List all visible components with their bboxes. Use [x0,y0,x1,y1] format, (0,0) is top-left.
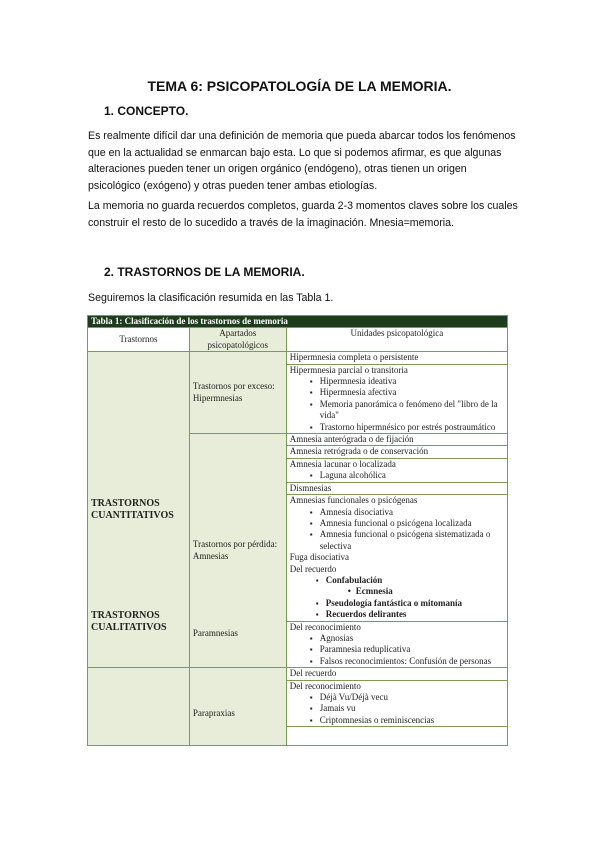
group-perdida: Trastornos por pérdida: Amnesias [189,434,286,668]
unit-hipermnesia-completa: Hipermnesia completa o persistente [286,352,507,364]
section-heading-concepto: 1. CONCEPTO. [104,104,189,118]
parapraxias-label: Parapraxias [192,707,235,718]
unit-label: Amnesia lacunar o localizada [289,458,396,469]
paragraph-memoria: La memoria no guarda recuerdos completos, guarda 2-3 momentos claves sobre los cuales construir el resto de lo sucedido a través de la imaginación. Mnesia=memoria. [88,200,518,229]
unit-amnesia-anterograda: Amnesia anterógrada o de fijación [286,434,507,446]
list-item: ▪ Laguna alcohólica [320,470,504,481]
list-item: ▪ Déjà Vu/Déjà vecu [320,692,504,703]
unit-amnesia-retrograda: Amnesia retrógrada o de conservación [286,446,507,458]
unit-label: Del reconocimiento [289,680,361,691]
list-item: ▪ Memoria panorámica o fenómeno del "libro de la vida" [320,399,504,422]
unit-parapraxias-recuerdo: Del recuerdo [286,668,507,680]
header-apartados: Apartados psicopatológicos [189,328,286,352]
list-item: ▪ Amnesia disociativa [320,507,504,518]
unit-del-recuerdo [286,564,507,622]
list-item: ▪ Trastorno hipermnésico por estrés postraumático [320,422,504,433]
group-paraprax [189,628,286,746]
list-item: ▪ Amnesia funcional o psicógena localizada [320,518,504,529]
list-item: ▪ Pseudología fantástica o mitomanía [326,598,504,609]
list-item: ▪ Agnosias [320,633,504,644]
list-item: • Ecmnesia [356,586,504,597]
row-label-cualitativos [88,610,190,746]
header-trastornos: Trastornos [88,328,190,352]
paramnesias-label: Paramnesias [192,628,238,639]
unit-hipermnesia-parcial [286,364,507,433]
cualitativos-label: TRASTORNOS CUALITATIVOS [91,610,186,633]
list-item: ▪ Falsos reconocimientos: Confusión de personas [320,656,504,667]
list-item: ▪ Hipermnesia afectiva [320,387,504,398]
empty-cell [286,727,507,746]
list-item: ▪ Recuerdos delirantes [326,609,504,620]
paragraph-concepto: Es realmente difícil dar una definición de memoria que pueda abarcar todos los fenómenos que en la actualidad se enmarcan bajo esta. Lo que si podemos afirmar, es que algunas alteraciones pueden tener un origen orgánico (endógeno), otras tienen un origen psicológico (exógeno) y otras pueden tener ambas etiologías. [88,130,516,192]
list-item: ▪ Confabulación [326,575,504,586]
unit-dismnesias: Dismnesias [286,482,507,494]
row-label-cuantitativos: TRASTORNOS CUANTITATIVOS [88,352,190,668]
unit-parapraxias-reconocimiento [286,680,507,727]
unit-label: Fuga disociativa [289,552,349,563]
unit-label: Del reconocimiento [289,621,361,632]
classification-table [87,315,508,746]
unit-label: Del recuerdo [289,563,337,574]
unit-label: Amnesias funcionales o psicógenas [289,495,418,506]
list-item: ▪ Amnesia funcional o psicógena sistematizada o selectiva [320,529,504,552]
cualitativos-label-wrap [91,610,186,633]
list-item: ▪ Hipermnesia ideativa [320,376,504,387]
unit-del-reconocimiento [286,621,507,668]
paragraph-tabla-intro: Seguiremos la clasificación resumida en las Tabla 1. [88,292,334,304]
group-exceso: Trastornos por exceso: Hipermnesias [189,352,286,434]
page-title: TEMA 6: PSICOPATOLOGÍA DE LA MEMORIA. [147,78,452,94]
list-item: ▪ Paramnesia reduplicativa [320,644,504,655]
table-caption: Tabla 1: Clasificación de los trastornos de memoria [88,316,508,328]
unit-label: Hipermnesia parcial o transitoria [289,364,408,375]
list-item: ▪ Criptomnesias o reminiscencias [320,715,504,726]
unit-amnesia-lacunar [286,458,507,482]
list-item: ▪ Jamais vu [320,703,504,714]
header-unidades: Unidades psicopatológica [286,328,507,352]
unit-amnesias-funcionales [286,495,507,564]
section-heading-trastornos: 2. TRASTORNOS DE LA MEMORIA. [104,265,305,279]
